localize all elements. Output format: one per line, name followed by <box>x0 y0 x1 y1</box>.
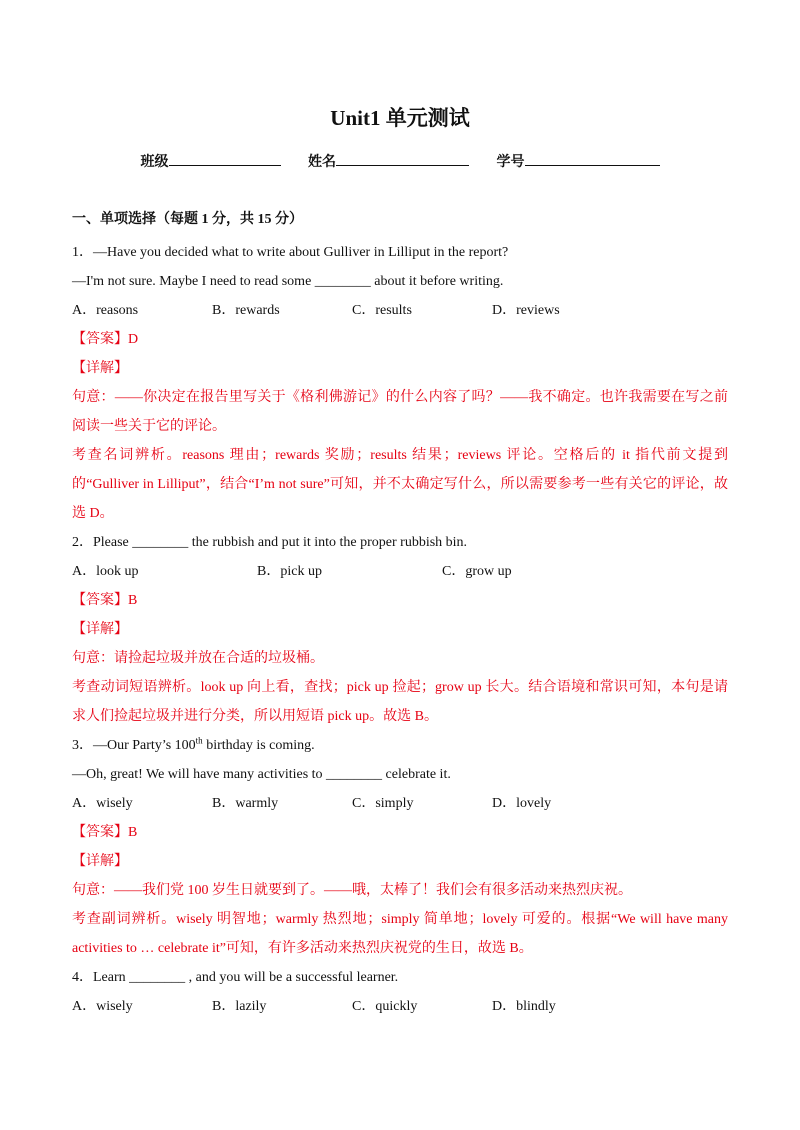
question-text: birthday is coming. <box>202 738 315 753</box>
options-row <box>72 557 728 586</box>
name-label: 姓名 <box>308 155 336 170</box>
answer-label: 【答案】B <box>72 825 138 840</box>
option-a: A．reasons <box>72 303 139 318</box>
question-3 <box>72 731 728 963</box>
detail-label: 【详解】 <box>72 622 128 637</box>
question-2 <box>72 528 728 731</box>
option-b: B．rewards <box>212 303 280 318</box>
explanation-translation: 句意：——你决定在报告里写关于《格利佛游记》的什么内容了吗？——我不确定。也许我需要在写之前阅读一些关于它的评论。 <box>72 390 728 434</box>
explanation-analysis: 考查名词辨析。reasons 理由；rewards 奖励；results 结果；reviews 评论。空格后的 it 指代前文提到的“Gulliver in Lilliput”，结合“I’m not sure”可知，并不太确定写什么，所以需要参考一些有关它的评论，故选 D。 <box>72 448 728 521</box>
name-field <box>308 155 469 170</box>
options-row <box>72 296 728 325</box>
option-d: D．reviews <box>492 303 560 318</box>
class-label: 班级 <box>140 155 169 170</box>
option-a: A．look up <box>72 564 139 579</box>
student-info-row <box>0 151 800 171</box>
explanation-translation: 句意：——我们党 100 岁生日就要到了。——哦，太棒了！我们会有很多活动来热烈庆祝。 <box>72 883 632 898</box>
explanation-analysis: 考查副词辨析。wisely 明智地；warmly 热烈地；simply 简单地；lovely 可爱的。根据“We will have many activities to … celebrate it”可知，有许多活动来热烈庆祝党的生日，故选 B。 <box>72 912 728 956</box>
question-text: 3．—Our Party’s 100 <box>72 738 196 753</box>
options-row <box>72 992 728 1021</box>
name-blank <box>336 151 469 166</box>
option-a: A．wisely <box>72 999 133 1014</box>
ordinal-suffix: th <box>195 735 203 746</box>
answer-label: 【答案】D <box>72 332 139 347</box>
explanation-translation: 句意：请捡起垃圾并放在合适的垃圾桶。 <box>72 651 324 666</box>
question-line: 1．—Have you decided what to write about Gulliver in Lilliput in the report? <box>72 245 509 260</box>
exam-content <box>72 208 728 1021</box>
detail-label: 【详解】 <box>72 361 128 376</box>
option-c: C．results <box>352 303 412 318</box>
explanation-analysis: 考查动词短语辨析。look up 向上看，查找；pick up 捡起；grow up 长大。结合语境和常识可知，本句是请求人们捡起垃圾并进行分类，所以用短语 pick up。故选 B。 <box>72 680 728 724</box>
question-line <box>72 731 728 760</box>
id-blank <box>525 151 660 166</box>
option-a: A．wisely <box>72 796 133 811</box>
answer-label: 【答案】B <box>72 593 138 608</box>
section-title: 一、单项选择（每题 1 分，共 15 分） <box>72 212 303 227</box>
option-d: D．blindly <box>492 999 556 1014</box>
question-line: —Oh, great! We will have many activities to ________ celebrate it. <box>72 767 451 782</box>
question-line: 2．Please ________ the rubbish and put it into the proper rubbish bin. <box>72 535 468 550</box>
option-b: B．pick up <box>257 564 322 579</box>
question-1 <box>72 238 728 528</box>
class-blank <box>169 151 281 166</box>
id-label: 学号 <box>496 155 525 170</box>
option-c: C．quickly <box>352 999 418 1014</box>
page-title: Unit1 单元测试 <box>330 106 470 130</box>
question-4 <box>72 963 728 1021</box>
option-b: B．warmly <box>212 796 279 811</box>
question-line: 4．Learn ________ , and you will be a successful learner. <box>72 970 399 985</box>
option-c: C．simply <box>352 796 414 811</box>
id-field <box>497 155 660 170</box>
option-d: D．lovely <box>492 796 552 811</box>
question-line: —I'm not sure. Maybe I need to read some ________ about it before writing. <box>72 274 504 289</box>
options-row <box>72 789 728 818</box>
class-field <box>141 155 281 170</box>
detail-label: 【详解】 <box>72 854 128 869</box>
option-c: C．grow up <box>442 564 512 579</box>
option-b: B．lazily <box>212 999 267 1014</box>
